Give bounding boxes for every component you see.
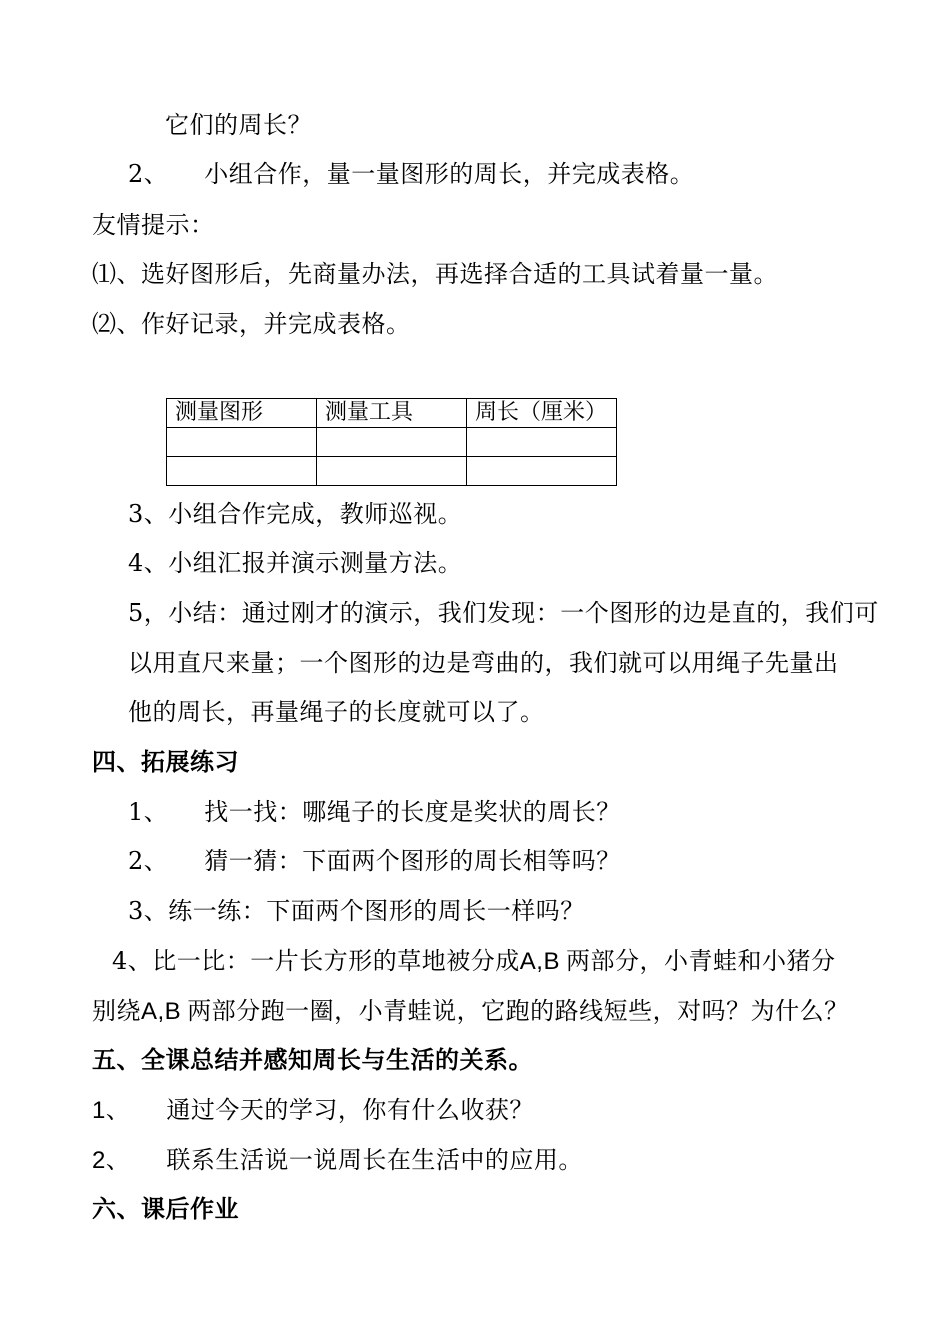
table-cell — [317, 428, 467, 457]
hint-title: 友情提示： — [92, 211, 215, 239]
table-row — [167, 428, 617, 457]
list-text: 通过今天的学习，你有什么收获？ — [166, 1096, 534, 1124]
text-line: 它们的周长？ — [165, 111, 312, 139]
summary-line-1: 5，小结：通过刚才的演示，我们发现：一个图形的边是直的，我们可 — [128, 599, 879, 627]
table-header-tool: 测量工具 — [317, 399, 467, 428]
table-header-shape: 测量图形 — [167, 399, 317, 428]
list-number: 2、 — [92, 1147, 131, 1174]
list-number: 1、 — [92, 1097, 131, 1124]
text-segment: 4、比一比：一片长方形的草地被分成 — [112, 947, 520, 975]
table-cell — [167, 428, 317, 457]
list-item-3: 3、小组合作完成，教师巡视。 — [128, 500, 463, 528]
text-segment: 两部分，小青蛙和小猪分 — [565, 947, 836, 975]
table-cell — [467, 428, 617, 457]
text-segment: A,B — [519, 948, 560, 975]
text-segment: 别绕 — [92, 997, 141, 1025]
summary-line-2: 以用直尺来量；一个图形的边是弯曲的，我们就可以用绳子先量出 — [128, 649, 839, 677]
section-heading-6: 六、课后作业 — [92, 1195, 239, 1223]
list-item-4: 4、小组汇报并演示测量方法。 — [128, 549, 463, 577]
exercise-item-2 — [128, 846, 621, 876]
list-number: 2、 — [128, 847, 169, 875]
text-segment: A,B — [141, 998, 182, 1025]
list-text: 小组合作，量一量图形的周长，并完成表格。 — [204, 160, 695, 188]
list-item-2 — [128, 159, 694, 189]
list-number: 1、 — [128, 798, 169, 826]
summary-line-3: 他的周长，再量绳子的长度就可以了。 — [128, 698, 545, 726]
list-text: 找一找：哪绳子的长度是奖状的周长？ — [204, 798, 621, 826]
table-cell — [167, 457, 317, 486]
list-text: 猜一猜：下面两个图形的周长相等吗？ — [204, 847, 621, 875]
text-segment: 两部分跑一圈，小青蛙说，它跑的路线短些，对吗？为什么？ — [187, 997, 849, 1025]
exercise-item-1 — [128, 797, 621, 827]
list-text: 联系生活说一说周长在生活中的应用。 — [166, 1146, 583, 1174]
table-row — [167, 457, 617, 486]
summary-item-1 — [92, 1095, 534, 1126]
table-cell — [467, 457, 617, 486]
table-cell — [317, 457, 467, 486]
section-heading-5: 五、全课总结并感知周长与生活的关系。 — [92, 1046, 533, 1074]
summary-item-2 — [92, 1145, 583, 1176]
exercise-item-3: 3、练一练：下面两个图形的周长一样吗？ — [128, 897, 585, 925]
section-heading-4: 四、拓展练习 — [92, 748, 239, 776]
list-number: 2、 — [128, 160, 169, 188]
table-header-row — [167, 399, 617, 428]
hint-item-1: ⑴、选好图形后，先商量办法，再选择合适的工具试着量一量。 — [92, 260, 778, 288]
table-header-perimeter: 周长（厘米） — [467, 399, 617, 428]
exercise-item-4-line-2 — [92, 996, 849, 1027]
exercise-item-4-line-1 — [112, 946, 835, 977]
hint-item-2: ⑵、作好记录，并完成表格。 — [92, 310, 411, 338]
measurement-table — [166, 398, 617, 486]
